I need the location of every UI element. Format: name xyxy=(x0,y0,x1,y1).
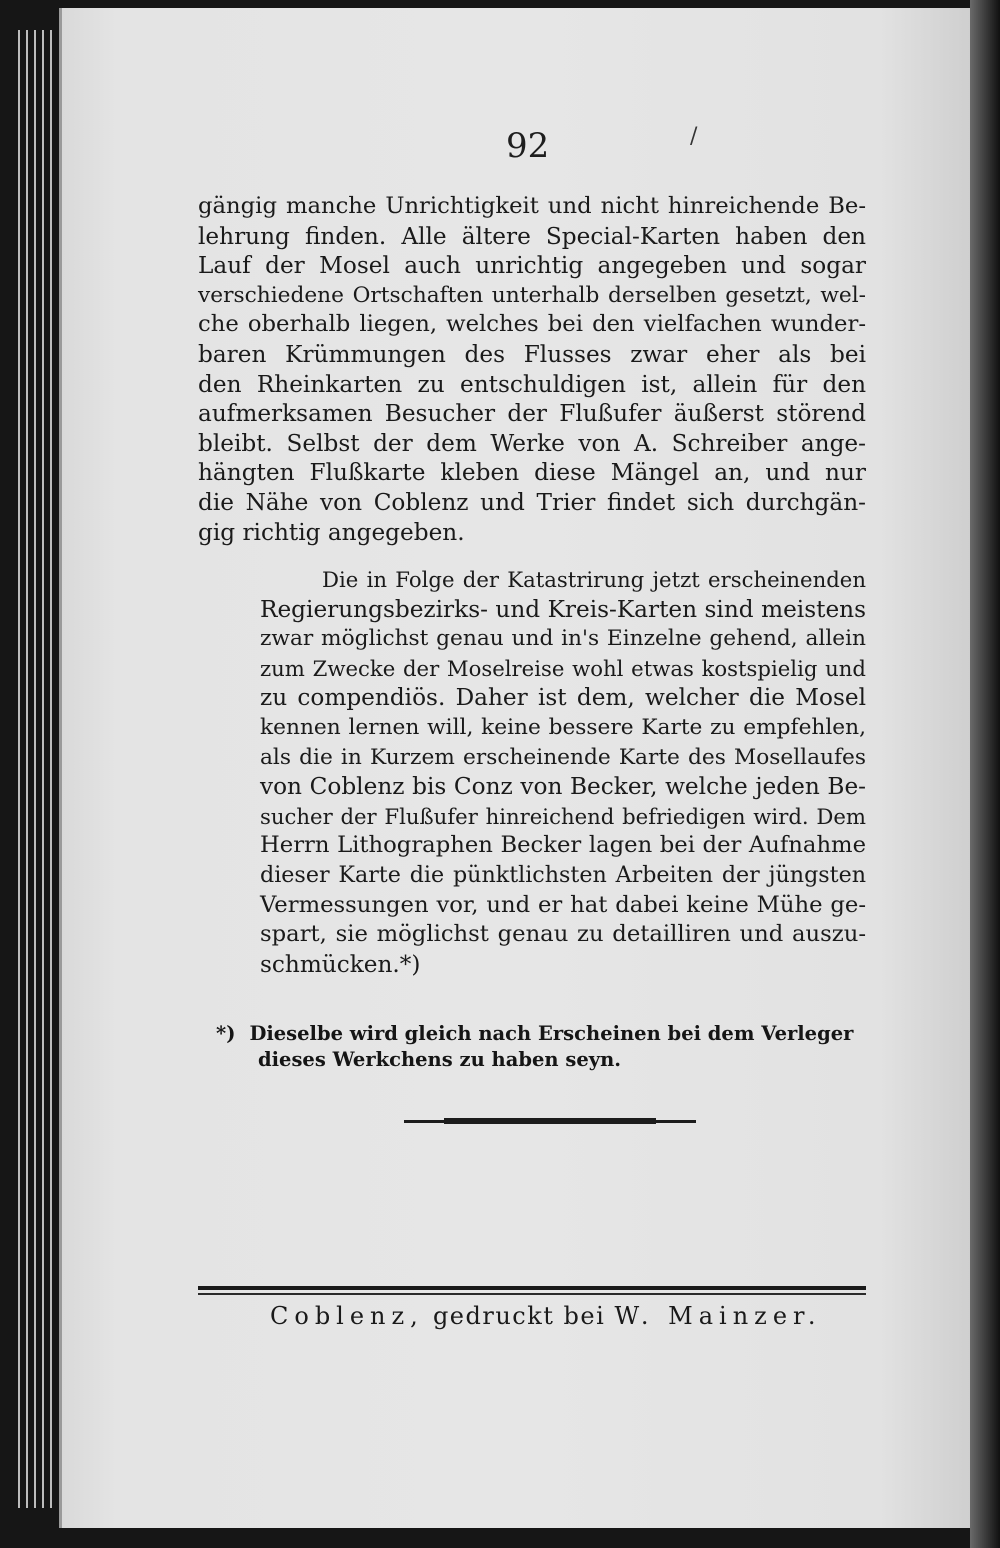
text-line: verschiedene Ortschaften unterhalb derselben gesetzt, wel- xyxy=(198,282,866,308)
text-line: bleibt. Selbst der dem Werke von A. Schreiber ange- xyxy=(198,429,866,457)
footnote xyxy=(216,1021,866,1073)
text-line: Lauf der Mosel auch unrichtig angegeben und sogar xyxy=(198,252,866,280)
text-line: Regierungsbezirks- und Kreis-Karten sind meistens xyxy=(260,595,866,623)
page-edge xyxy=(50,30,52,1508)
text-line: den Rheinkarten zu entschuldigen ist, allein für den xyxy=(198,370,866,398)
text-line: sucher der Flußufer hinreichend befriedigen wird. Dem xyxy=(260,803,866,829)
text-line: zum Zwecke der Moselreise wohl etwas kostspielig und xyxy=(260,655,866,681)
page-edge xyxy=(34,30,36,1508)
text-line: schmücken.*) xyxy=(260,950,421,978)
imprint-printer: W. Mainzer. xyxy=(614,1302,822,1330)
text-line: die Nähe von Coblenz und Trier findet sich durchgän- xyxy=(198,488,866,516)
imprint-text: gedruckt bei xyxy=(432,1302,606,1330)
text-line: che oberhalb liegen, welches bei den vielfachen wunder- xyxy=(198,311,866,338)
text-line: gängig manche Unrichtigkeit und nicht hinreichende Be- xyxy=(198,193,866,219)
page-edge xyxy=(26,30,28,1508)
page-edge xyxy=(42,30,44,1508)
margin-mark: / xyxy=(690,124,698,149)
printer-imprint xyxy=(270,1302,822,1330)
imprint-rule xyxy=(198,1286,866,1290)
text-line: dieser Karte die pünktlichsten Arbeiten der jüngsten xyxy=(260,861,866,888)
text-line: kennen lernen will, keine bessere Karte zu empfehlen, xyxy=(260,714,866,740)
footnote-line: Dieselbe wird gleich nach Erscheinen bei dem Verleger xyxy=(249,1022,854,1045)
text-line: Die in Folge der Katastrirung jetzt erscheinenden xyxy=(322,567,866,592)
ornamental-rule xyxy=(404,1120,696,1123)
text-line: aufmerksamen Besucher der Flußufer äußerst störend xyxy=(198,400,866,428)
text-line: Vermessungen vor, und er hat dabei keine Mühe ge- xyxy=(260,891,866,918)
footnote-line: dieses Werkchens zu haben seyn. xyxy=(258,1048,622,1071)
text-line: zwar möglichst genau und in's Einzelne gehend, allein xyxy=(260,626,866,652)
binding-shadow xyxy=(970,0,1000,1548)
imprint-rule xyxy=(198,1293,866,1295)
text-line: gig richtig angegeben. xyxy=(198,518,465,546)
text-line: als die in Kurzem erscheinende Karte des Mosellaufes xyxy=(260,744,866,770)
text-line: hängten Flußkarte kleben diese Mängel an, und nur xyxy=(198,459,866,487)
text-line: lehrung finden. Alle ältere Special-Karten haben den xyxy=(198,222,866,250)
text-line: spart, sie möglichst genau zu detailliren und auszu- xyxy=(260,921,866,948)
page-number: 92 xyxy=(506,126,550,166)
text-line: baren Krümmungen des Flusses zwar eher als bei xyxy=(198,340,866,368)
text-line: von Coblenz bis Conz von Becker, welche jeden Be- xyxy=(260,773,866,801)
footnote-mark: *) xyxy=(216,1022,236,1045)
text-line: Herrn Lithographen Becker lagen bei der Aufnahme xyxy=(260,832,866,859)
text-line: zu compendiös. Daher ist dem, welcher die Mosel xyxy=(260,684,866,712)
page-edge xyxy=(18,30,20,1508)
paragraph-1 xyxy=(198,192,866,547)
imprint-place: Coblenz, xyxy=(270,1302,424,1330)
paragraph-2 xyxy=(198,565,866,979)
